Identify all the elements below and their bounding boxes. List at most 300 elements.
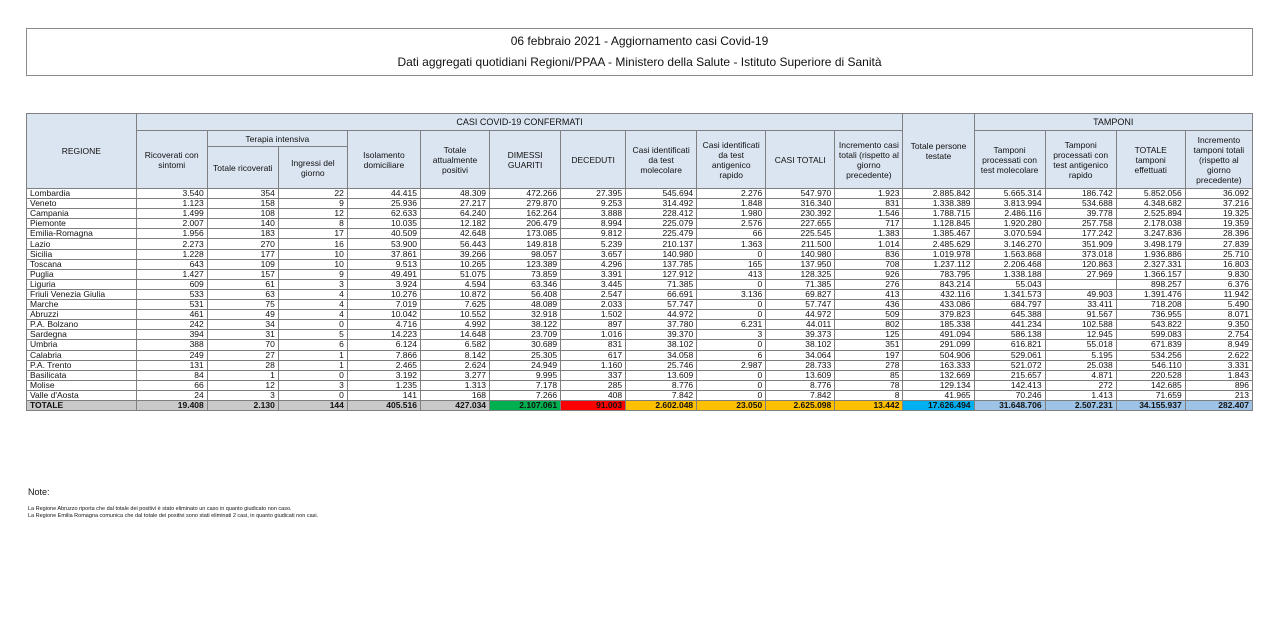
table-cell: 3.277 (420, 370, 489, 380)
table-cell: 1.237.112 (903, 259, 974, 269)
table-cell: 70 (207, 340, 278, 350)
table-cell: 0 (697, 310, 766, 320)
table-cell: 0 (278, 390, 347, 400)
table-cell: 142.413 (974, 380, 1045, 390)
table-cell: 132.669 (903, 370, 974, 380)
table-cell: 220.528 (1116, 370, 1185, 380)
total-cell: 405.516 (347, 400, 420, 410)
table-cell: 0 (697, 249, 766, 259)
group-tamponi: TAMPONI (974, 114, 1252, 131)
table-cell: 3 (207, 390, 278, 400)
total-cell: 34.155.937 (1116, 400, 1185, 410)
table-cell: 1.563.868 (974, 249, 1045, 259)
table-cell: 504.906 (903, 350, 974, 360)
table-cell: 7.842 (766, 390, 835, 400)
table-cell: 206.479 (490, 219, 561, 229)
table-cell: 0 (278, 370, 347, 380)
table-cell: 408 (561, 390, 626, 400)
table-cell: 28.733 (766, 360, 835, 370)
table-cell: 432.116 (903, 289, 974, 299)
table-cell: 1.843 (1185, 370, 1252, 380)
table-cell: 102.588 (1045, 320, 1116, 330)
table-cell: 351 (835, 340, 903, 350)
table-cell: 61 (207, 279, 278, 289)
table-cell: 44.415 (347, 189, 420, 199)
table-row (27, 300, 1253, 310)
table-cell: 3.136 (697, 289, 766, 299)
table-cell: 2.754 (1185, 330, 1252, 340)
total-cell: 13.442 (835, 400, 903, 410)
table-cell: 9.830 (1185, 269, 1252, 279)
table-cell: 66 (697, 229, 766, 239)
table-row (27, 259, 1253, 269)
table-cell: 3.146.270 (974, 239, 1045, 249)
table-cell: 6 (697, 350, 766, 360)
table-cell: 1.228 (136, 249, 207, 259)
table-cell: 34.064 (766, 350, 835, 360)
table-cell: 7.019 (347, 300, 420, 310)
table-cell: 472.266 (490, 189, 561, 199)
table-row (27, 310, 1253, 320)
table-cell: 1.923 (835, 189, 903, 199)
table-cell: 4.716 (347, 320, 420, 330)
table-cell: 337 (561, 370, 626, 380)
table-cell: 547.970 (766, 189, 835, 199)
table-cell: 1.338.188 (974, 269, 1045, 279)
table-row (27, 340, 1253, 350)
table-cell: 27.217 (420, 199, 489, 209)
region-name: Sicilia (27, 249, 137, 259)
table-row (27, 350, 1253, 360)
table-cell: 278 (835, 360, 903, 370)
table-cell: 157 (207, 269, 278, 279)
region-name: Friuli Venezia Giulia (27, 289, 137, 299)
table-cell: 10.552 (420, 310, 489, 320)
table-cell: 19.359 (1185, 219, 1252, 229)
table-cell: 9.253 (561, 199, 626, 209)
table-cell: 1.499 (136, 209, 207, 219)
table-cell: 2.486.116 (974, 209, 1045, 219)
table-cell: 14.223 (347, 330, 420, 340)
table-cell: 25.746 (626, 360, 697, 370)
table-cell: 7.266 (490, 390, 561, 400)
table-cell: 4.296 (561, 259, 626, 269)
table-cell: 736.955 (1116, 310, 1185, 320)
table-cell: 11.942 (1185, 289, 1252, 299)
region-name: Piemonte (27, 219, 137, 229)
table-cell: 49 (207, 310, 278, 320)
table-cell: 257.758 (1045, 219, 1116, 229)
col-persone-testate: Totale persone testate (903, 114, 974, 189)
table-cell: 38.122 (490, 320, 561, 330)
table-cell: 71.385 (766, 279, 835, 289)
table-cell: 53.900 (347, 239, 420, 249)
total-cell: 91.003 (561, 400, 626, 410)
table-cell: 9.513 (347, 259, 420, 269)
table-cell: 140 (207, 219, 278, 229)
table-cell: 9 (278, 269, 347, 279)
table-cell: 3.498.179 (1116, 239, 1185, 249)
table-cell: 0 (697, 279, 766, 289)
table-cell: 2.276 (697, 189, 766, 199)
region-name: Puglia (27, 269, 137, 279)
table-cell: 1.546 (835, 209, 903, 219)
table-cell: 1.128.845 (903, 219, 974, 229)
table-cell: 12 (207, 380, 278, 390)
total-cell: 144 (278, 400, 347, 410)
table-cell: 2.525.894 (1116, 209, 1185, 219)
table-cell: 183 (207, 229, 278, 239)
table-cell: 1.427 (136, 269, 207, 279)
table-cell: 8.776 (766, 380, 835, 390)
table-cell: 586.138 (974, 330, 1045, 340)
table-cell: 684.797 (974, 300, 1045, 310)
table-cell: 1.413 (1045, 390, 1116, 400)
table-cell: 228.412 (626, 209, 697, 219)
table-cell: 1.014 (835, 239, 903, 249)
table-cell: 0 (697, 370, 766, 380)
table-cell: 5.239 (561, 239, 626, 249)
table-cell: 1.338.389 (903, 199, 974, 209)
table-cell: 7.842 (626, 390, 697, 400)
table-cell: 9 (278, 199, 347, 209)
table-cell: 162.264 (490, 209, 561, 219)
table-cell: 529.061 (974, 350, 1045, 360)
table-cell: 227.655 (766, 219, 835, 229)
col-totale-ricoverati: Totale ricoverati (207, 147, 278, 189)
table-cell: 12 (278, 209, 347, 219)
table-cell: 165 (697, 259, 766, 269)
col-ingressi-giorno: Ingressi del giorno (278, 147, 347, 189)
table-cell: 56.443 (420, 239, 489, 249)
covid-data-table (26, 113, 1253, 411)
table-cell: 19.325 (1185, 209, 1252, 219)
table-cell: 316.340 (766, 199, 835, 209)
table-cell: 10.035 (347, 219, 420, 229)
table-row (27, 199, 1253, 209)
table-cell: 12.182 (420, 219, 489, 229)
table-cell: 37.216 (1185, 199, 1252, 209)
table-cell: 66 (136, 380, 207, 390)
table-cell: 3.657 (561, 249, 626, 259)
table-cell: 897 (561, 320, 626, 330)
table-cell: 379.823 (903, 310, 974, 320)
table-row (27, 189, 1253, 199)
table-row (27, 390, 1253, 400)
table-row (27, 380, 1253, 390)
table-cell: 441.234 (974, 320, 1045, 330)
table-cell: 108 (207, 209, 278, 219)
table-cell: 2.007 (136, 219, 207, 229)
report-title: 06 febbraio 2021 - Aggiornamento casi Covid-19 (510, 34, 769, 48)
table-cell: 1.123 (136, 199, 207, 209)
table-cell: 34.058 (626, 350, 697, 360)
col-ricoverati: Ricoverati con sintomi (136, 131, 207, 189)
table-cell: 461 (136, 310, 207, 320)
note-line: La Regione Abruzzo riporta che dal totale dei positivi è stato eliminato un caso in quanto giudicato non caso. (28, 506, 292, 512)
table-cell: 783.795 (903, 269, 974, 279)
table-cell: 7.178 (490, 380, 561, 390)
table-cell: 534.256 (1116, 350, 1185, 360)
table-cell: 84 (136, 370, 207, 380)
table-cell: 127.912 (626, 269, 697, 279)
table-cell: 69.827 (766, 289, 835, 299)
table-cell: 643 (136, 259, 207, 269)
table-cell: 85 (835, 370, 903, 380)
table-cell: 5 (278, 330, 347, 340)
region-name: Veneto (27, 199, 137, 209)
table-cell: 39.266 (420, 249, 489, 259)
region-name: P.A. Trento (27, 360, 137, 370)
table-cell: 1.936.886 (1116, 249, 1185, 259)
region-name: Calabria (27, 350, 137, 360)
table-cell: 129.134 (903, 380, 974, 390)
group-casi-confermati: CASI COVID-19 CONFERMATI (136, 114, 903, 131)
table-cell: 48.089 (490, 300, 561, 310)
table-cell: 230.392 (766, 209, 835, 219)
table-cell: 6.231 (697, 320, 766, 330)
table-cell: 10.276 (347, 289, 420, 299)
table-cell: 354 (207, 189, 278, 199)
table-cell: 41.965 (903, 390, 974, 400)
total-cell: 2.625.098 (766, 400, 835, 410)
table-cell: 1.980 (697, 209, 766, 219)
group-terapia-intensiva: Terapia intensiva (207, 131, 347, 147)
table-cell: 5.490 (1185, 300, 1252, 310)
total-cell: 23.050 (697, 400, 766, 410)
table-cell: 291.099 (903, 340, 974, 350)
col-casi-antigenico: Casi identificati da test antigenico rapido (697, 131, 766, 189)
col-isolamento: Isolamento domiciliare (347, 131, 420, 189)
region-name: Lazio (27, 239, 137, 249)
table-cell: 38.102 (766, 340, 835, 350)
table-cell: 533 (136, 289, 207, 299)
col-tamponi-antigenico: Tamponi processati con test antigenico rapido (1045, 131, 1116, 189)
table-cell: 276 (835, 279, 903, 289)
table-cell: 25.038 (1045, 360, 1116, 370)
table-cell: 8.776 (626, 380, 697, 390)
table-row (27, 249, 1253, 259)
table-cell: 3.391 (561, 269, 626, 279)
table-cell: 9.350 (1185, 320, 1252, 330)
table-cell: 3.247.836 (1116, 229, 1185, 239)
table-cell: 10.042 (347, 310, 420, 320)
table-cell: 37.780 (626, 320, 697, 330)
table-cell: 6 (278, 340, 347, 350)
table-cell: 9.995 (490, 370, 561, 380)
table-cell: 37.861 (347, 249, 420, 259)
table-cell: 896 (1185, 380, 1252, 390)
table-cell: 521.072 (974, 360, 1045, 370)
table-cell: 609 (136, 279, 207, 289)
col-regione: REGIONE (27, 114, 137, 189)
table-cell: 1 (278, 360, 347, 370)
table-cell: 3 (278, 279, 347, 289)
table-cell: 1.235 (347, 380, 420, 390)
table-row (27, 269, 1253, 279)
table-cell: 32.918 (490, 310, 561, 320)
table-cell: 25.936 (347, 199, 420, 209)
total-cell: 17.626.494 (903, 400, 974, 410)
total-cell: 31.648.706 (974, 400, 1045, 410)
table-cell: 1.848 (697, 199, 766, 209)
table-cell: 225.479 (626, 229, 697, 239)
table-cell: 543.822 (1116, 320, 1185, 330)
table-cell: 17 (278, 229, 347, 239)
region-name: Toscana (27, 259, 137, 269)
table-cell: 1.363 (697, 239, 766, 249)
table-cell: 546.110 (1116, 360, 1185, 370)
table-cell: 25.710 (1185, 249, 1252, 259)
table-cell: 2.885.842 (903, 189, 974, 199)
table-cell: 98.057 (490, 249, 561, 259)
table-cell: 534.688 (1045, 199, 1116, 209)
note-line: La Regione Emilia Romagna comunica che dal totale dei positivi sono stati eliminati 2 casi, in quanto giudicati non casi. (28, 513, 319, 519)
table-row (27, 239, 1253, 249)
col-casi-molecolare: Casi identificati da test molecolare (626, 131, 697, 189)
table-cell: 75 (207, 300, 278, 310)
table-cell: 413 (835, 289, 903, 299)
table-cell: 13.609 (626, 370, 697, 380)
table-cell: 44.011 (766, 320, 835, 330)
table-cell: 34 (207, 320, 278, 330)
table-cell: 1.016 (561, 330, 626, 340)
region-name: Emilia-Romagna (27, 229, 137, 239)
table-cell: 2.547 (561, 289, 626, 299)
table-cell: 27.395 (561, 189, 626, 199)
table-cell: 1.385.467 (903, 229, 974, 239)
table-cell: 66.691 (626, 289, 697, 299)
table-cell: 177 (207, 249, 278, 259)
table-cell: 3 (697, 330, 766, 340)
table-cell: 197 (835, 350, 903, 360)
table-cell: 10 (278, 259, 347, 269)
table-cell: 2.273 (136, 239, 207, 249)
table-cell: 599.083 (1116, 330, 1185, 340)
table-cell: 0 (278, 320, 347, 330)
table-row (27, 279, 1253, 289)
table-cell: 24.949 (490, 360, 561, 370)
table-cell: 49.491 (347, 269, 420, 279)
table-cell: 62.633 (347, 209, 420, 219)
table-cell: 7.625 (420, 300, 489, 310)
table-cell: 73.859 (490, 269, 561, 279)
table-cell: 0 (697, 340, 766, 350)
table-cell: 3 (278, 380, 347, 390)
table-cell: 23.709 (490, 330, 561, 340)
col-attualmente-positivi: Totale attualmente positivi (420, 131, 489, 189)
table-cell: 13.609 (766, 370, 835, 380)
total-cell: 2.107.061 (490, 400, 561, 410)
table-cell: 671.839 (1116, 340, 1185, 350)
table-cell: 42.648 (420, 229, 489, 239)
table-cell: 1.341.573 (974, 289, 1045, 299)
table-row (27, 209, 1253, 219)
table-cell: 28.396 (1185, 229, 1252, 239)
table-cell: 285 (561, 380, 626, 390)
table-cell: 215.657 (974, 370, 1045, 380)
table-cell: 2.987 (697, 360, 766, 370)
table-cell: 63.346 (490, 279, 561, 289)
table-cell: 5.665.314 (974, 189, 1045, 199)
table-cell: 1.788.715 (903, 209, 974, 219)
table-cell: 0 (697, 300, 766, 310)
table-cell: 2.327.331 (1116, 259, 1185, 269)
table-cell: 70.246 (974, 390, 1045, 400)
table-cell: 645.388 (974, 310, 1045, 320)
table-cell: 49.903 (1045, 289, 1116, 299)
table-cell: 1 (207, 370, 278, 380)
table-cell: 40.509 (347, 229, 420, 239)
table-row (27, 320, 1253, 330)
table-cell: 48.309 (420, 189, 489, 199)
table-cell: 314.492 (626, 199, 697, 209)
table-cell: 4.992 (420, 320, 489, 330)
table-cell: 27.839 (1185, 239, 1252, 249)
region-name: Valle d'Aosta (27, 390, 137, 400)
table-cell: 5.195 (1045, 350, 1116, 360)
table-cell: 163.333 (903, 360, 974, 370)
table-cell: 25.305 (490, 350, 561, 360)
table-cell: 31 (207, 330, 278, 340)
table-cell: 16 (278, 239, 347, 249)
table-cell: 617 (561, 350, 626, 360)
table-cell: 185.338 (903, 320, 974, 330)
table-cell: 545.694 (626, 189, 697, 199)
table-cell: 14.648 (420, 330, 489, 340)
table-cell: 388 (136, 340, 207, 350)
region-name: P.A. Bolzano (27, 320, 137, 330)
table-cell: 28 (207, 360, 278, 370)
col-tamponi-totale: TOTALE tamponi effettuati (1116, 131, 1185, 189)
table-cell: 2.485.629 (903, 239, 974, 249)
table-cell: 140.980 (766, 249, 835, 259)
table-cell: 616.821 (974, 340, 1045, 350)
table-cell: 802 (835, 320, 903, 330)
table-cell: 125 (835, 330, 903, 340)
total-cell: 282.407 (1185, 400, 1252, 410)
col-deceduti: DECEDUTI (561, 131, 626, 189)
table-cell: 71.385 (626, 279, 697, 289)
table-cell: 158 (207, 199, 278, 209)
table-cell: 8 (278, 219, 347, 229)
table-cell: 1.313 (420, 380, 489, 390)
table-cell: 4 (278, 289, 347, 299)
notes-label: Note: (28, 487, 50, 497)
table-cell: 491.094 (903, 330, 974, 340)
table-cell: 4.594 (420, 279, 489, 289)
table-cell: 3.888 (561, 209, 626, 219)
table-cell: 2.465 (347, 360, 420, 370)
total-cell: 427.034 (420, 400, 489, 410)
table-cell: 373.018 (1045, 249, 1116, 259)
table-cell: 211.500 (766, 239, 835, 249)
table-cell: 7.866 (347, 350, 420, 360)
table-cell: 8.994 (561, 219, 626, 229)
table-cell: 3.813.994 (974, 199, 1045, 209)
table-cell (1045, 279, 1116, 289)
total-row (27, 400, 1253, 410)
table-cell: 436 (835, 300, 903, 310)
table-cell: 2.576 (697, 219, 766, 229)
table-cell: 836 (835, 249, 903, 259)
table-cell: 6.124 (347, 340, 420, 350)
table-cell: 270 (207, 239, 278, 249)
table-cell: 213 (1185, 390, 1252, 400)
table-cell: 56.408 (490, 289, 561, 299)
table-cell: 30.689 (490, 340, 561, 350)
table-cell: 168 (420, 390, 489, 400)
